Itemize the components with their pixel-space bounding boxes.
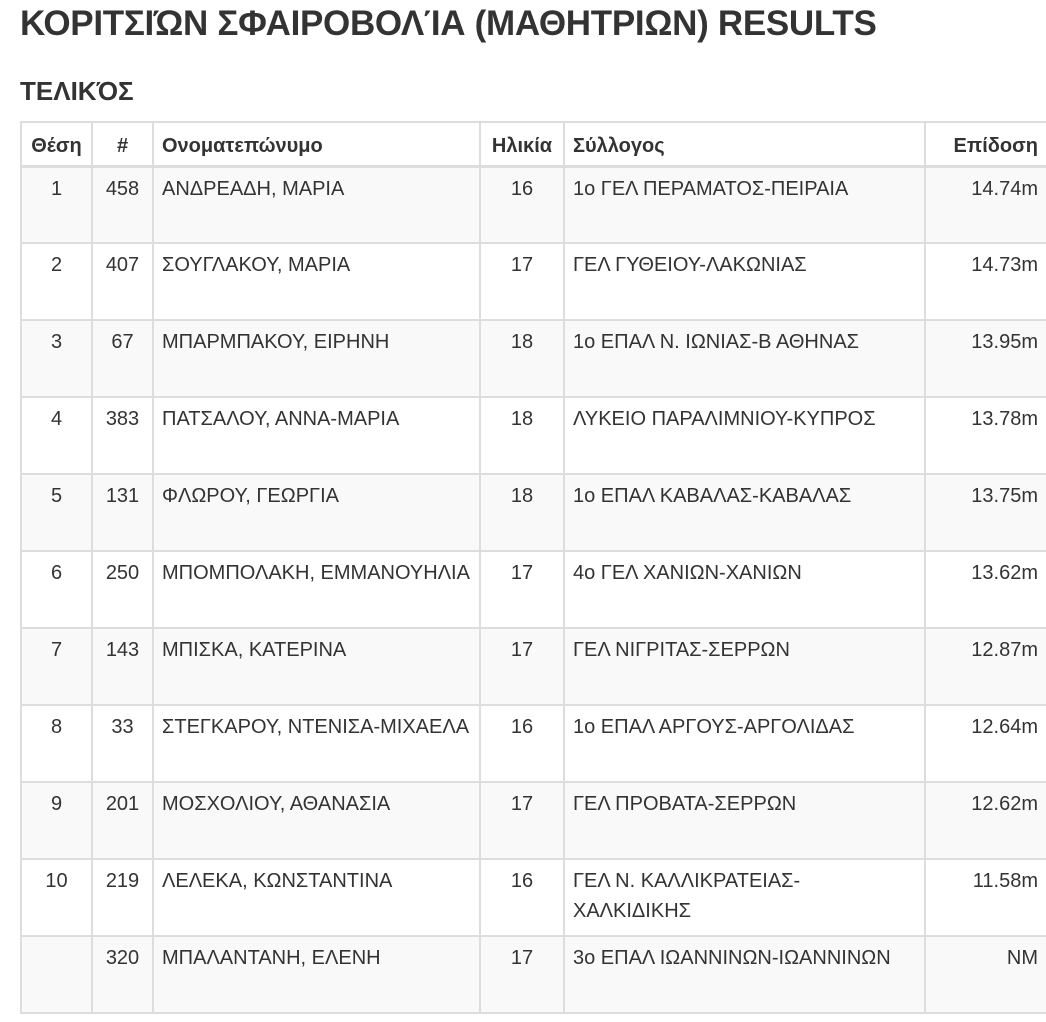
cell-bib: 143	[92, 628, 153, 705]
cell-mark: 14.73m	[925, 243, 1046, 320]
cell-position: 2	[21, 243, 92, 320]
cell-age: 18	[480, 320, 564, 397]
cell-club: ΓΕΛ ΓΥΘΕΙΟΥ-ΛΑΚΩΝΙΑΣ	[564, 243, 925, 320]
column-header-position[interactable]: Θέση	[21, 122, 92, 166]
cell-club: 1ο ΓΕΛ ΠΕΡΑΜΑΤΟΣ-ΠΕΙΡΑΙΑ	[564, 166, 925, 243]
cell-athlete-name: ΣΟΥΓΛΑΚΟΥ, ΜΑΡΙΑ	[153, 243, 480, 320]
results-body	[21, 166, 1046, 1013]
cell-bib: 67	[92, 320, 153, 397]
table-header-row	[21, 122, 1046, 166]
cell-position: 10	[21, 859, 92, 936]
cell-athlete-name: ΑΝΔΡΕΑΔΗ, ΜΑΡΙΑ	[153, 166, 480, 243]
cell-mark: 11.58m	[925, 859, 1046, 936]
results-table	[20, 121, 1046, 1014]
table-row	[21, 782, 1046, 859]
cell-bib: 407	[92, 243, 153, 320]
cell-bib: 383	[92, 397, 153, 474]
cell-age: 16	[480, 705, 564, 782]
cell-position: 3	[21, 320, 92, 397]
table-row	[21, 166, 1046, 243]
column-header-age[interactable]: Ηλικία	[480, 122, 564, 166]
cell-club: 1ο ΕΠΑΛ ΑΡΓΟΥΣ-ΑΡΓΟΛΙΔΑΣ	[564, 705, 925, 782]
cell-mark: 12.87m	[925, 628, 1046, 705]
cell-club: 3ο ΕΠΑΛ ΙΩΑΝΝΙΝΩΝ-ΙΩΑΝΝΙΝΩΝ	[564, 936, 925, 1013]
cell-position: 1	[21, 166, 92, 243]
table-row	[21, 705, 1046, 782]
cell-club: 4ο ΓΕΛ ΧΑΝΙΩΝ-ΧΑΝΙΩΝ	[564, 551, 925, 628]
cell-athlete-name: ΜΠΙΣΚΑ, ΚΑΤΕΡΙΝΑ	[153, 628, 480, 705]
cell-club: ΓΕΛ Ν. ΚΑΛΛΙΚΡΑΤΕΙΑΣ-ΧΑΛΚΙΔΙΚΗΣ	[564, 859, 925, 936]
column-header-name[interactable]: Ονοματεπώνυμο	[153, 122, 480, 166]
cell-position: 4	[21, 397, 92, 474]
cell-age: 16	[480, 166, 564, 243]
column-header-club[interactable]: Σύλλογος	[564, 122, 925, 166]
table-row	[21, 320, 1046, 397]
cell-age: 17	[480, 628, 564, 705]
cell-position: 7	[21, 628, 92, 705]
cell-age: 17	[480, 782, 564, 859]
cell-age: 17	[480, 551, 564, 628]
cell-bib: 250	[92, 551, 153, 628]
cell-mark: 13.78m	[925, 397, 1046, 474]
cell-bib: 219	[92, 859, 153, 936]
cell-mark: 14.74m	[925, 166, 1046, 243]
page-title: ΚΟΡΙΤΣΙΏΝ ΣΦΑΙΡΟΒΟΛΊΑ (ΜΑΘΗΤΡΙΩΝ) RESULTS	[20, 4, 877, 43]
table-row	[21, 936, 1046, 1013]
cell-bib: 320	[92, 936, 153, 1013]
table-row	[21, 628, 1046, 705]
cell-age: 17	[480, 243, 564, 320]
cell-mark: 13.62m	[925, 551, 1046, 628]
cell-bib: 131	[92, 474, 153, 551]
cell-athlete-name: ΜΠΑΛΑΝΤΑΝΗ, ΕΛΕΝΗ	[153, 936, 480, 1013]
cell-club: ΓΕΛ ΝΙΓΡΙΤΑΣ-ΣΕΡΡΩΝ	[564, 628, 925, 705]
cell-position: 8	[21, 705, 92, 782]
cell-age: 16	[480, 859, 564, 936]
cell-mark: NM	[925, 936, 1046, 1013]
table-row	[21, 397, 1046, 474]
cell-athlete-name: ΛΕΛΕΚΑ, ΚΩΝΣΤΑΝΤΙΝΑ	[153, 859, 480, 936]
table-row	[21, 243, 1046, 320]
cell-mark: 13.95m	[925, 320, 1046, 397]
cell-club: ΛΥΚΕΙΟ ΠΑΡΑΛΙΜΝΙΟΥ-ΚΥΠΡΟΣ	[564, 397, 925, 474]
cell-bib: 33	[92, 705, 153, 782]
cell-bib: 201	[92, 782, 153, 859]
cell-age: 18	[480, 397, 564, 474]
table-row	[21, 859, 1046, 936]
cell-bib: 458	[92, 166, 153, 243]
section-title: ΤΕΛΙΚΌΣ	[20, 76, 134, 106]
cell-age: 17	[480, 936, 564, 1013]
cell-club: ΓΕΛ ΠΡΟΒΑΤΑ-ΣΕΡΡΩΝ	[564, 782, 925, 859]
cell-position: 9	[21, 782, 92, 859]
cell-club: 1ο ΕΠΑΛ ΚΑΒΑΛΑΣ-ΚΑΒΑΛΑΣ	[564, 474, 925, 551]
table-row	[21, 551, 1046, 628]
cell-position	[21, 936, 92, 1013]
cell-athlete-name: ΦΛΩΡΟΥ, ΓΕΩΡΓΙΑ	[153, 474, 480, 551]
cell-position: 5	[21, 474, 92, 551]
cell-age: 18	[480, 474, 564, 551]
cell-athlete-name: ΣΤΕΓΚΑΡΟΥ, ΝΤΕΝΙΣΑ-ΜΙΧΑΕΛΑ	[153, 705, 480, 782]
cell-mark: 12.62m	[925, 782, 1046, 859]
cell-mark: 12.64m	[925, 705, 1046, 782]
column-header-bib[interactable]: #	[92, 122, 153, 166]
cell-athlete-name: ΜΠΑΡΜΠΑΚΟΥ, ΕΙΡΗΝΗ	[153, 320, 480, 397]
table-row	[21, 474, 1046, 551]
cell-athlete-name: ΠΑΤΣΑΛΟΥ, ΑΝΝΑ-ΜΑΡΙΑ	[153, 397, 480, 474]
cell-mark: 13.75m	[925, 474, 1046, 551]
column-header-mark[interactable]: Επίδοση	[925, 122, 1046, 166]
cell-athlete-name: ΜΟΣΧΟΛΙΟΥ, ΑΘΑΝΑΣΙΑ	[153, 782, 480, 859]
cell-athlete-name: ΜΠΟΜΠΟΛΑΚΗ, ΕΜΜΑΝΟΥΗΛΙΑ	[153, 551, 480, 628]
cell-position: 6	[21, 551, 92, 628]
cell-club: 1ο ΕΠΑΛ Ν. ΙΩΝΙΑΣ-Β ΑΘΗΝΑΣ	[564, 320, 925, 397]
